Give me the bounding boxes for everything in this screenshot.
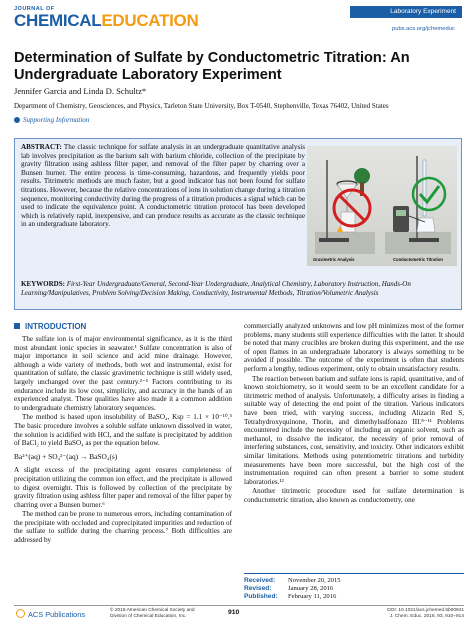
right-column bbox=[244, 322, 464, 505]
logo-chemical: CHEMICAL bbox=[14, 11, 102, 30]
affiliation: Department of Chemistry, Geosciences, and Physics, Tarleton State University, Box T-0540, Stephenville, Texas 76402, United States bbox=[14, 102, 389, 110]
logo-wordmark bbox=[14, 11, 198, 31]
copyright-line: Division of Chemical Education, Inc. bbox=[110, 613, 187, 619]
intro-paragraph: The sulfate ion is of major environmental significance, as it is the third most abundant ionic species in seawater.¹ Sulfate concentration is also of major importance in soil science and acid mine drainage. However, although a wide variety of methods, both wet and instrumental, exist for quantitation of sulfate, the classic gravimetric technique is still widely used, largely unchanged over the past century.²⁻⁵ Factors contributing to its endurance include its low cost, simplicity, and accuracy in the hands of an experienced analyst. These qualities have also made it a common addition to undergraduate chemistry laboratory sequences. bbox=[14, 335, 232, 412]
journal-logo bbox=[14, 6, 199, 40]
section-square-icon bbox=[14, 323, 20, 329]
footer-divider bbox=[14, 605, 464, 606]
intro-paragraph: The method can be prone to numerous errors, including contamination of the precipitate with occluded and coprecipitated impurities and reduction of the sulfate to sulfide during the charring process.⁷ Both difficulties are addressed by bbox=[14, 510, 232, 545]
citation-line: J. Chem. Educ. 2016, 93, 910−914 bbox=[389, 613, 464, 619]
history-date: January 28, 2016 bbox=[288, 585, 334, 593]
keywords bbox=[21, 280, 456, 297]
acs-logo-icon bbox=[16, 609, 25, 618]
supporting-info-link[interactable] bbox=[14, 116, 89, 124]
doi-citation[interactable] bbox=[368, 608, 464, 619]
history-revised bbox=[244, 585, 464, 593]
graphic-label-conductometric: Conductometric Titration bbox=[393, 257, 443, 262]
introduction-heading-label: INTRODUCTION bbox=[25, 322, 87, 331]
history-received bbox=[244, 577, 464, 585]
history-label: Revised: bbox=[244, 585, 272, 593]
abstract bbox=[21, 143, 305, 229]
history-published bbox=[244, 593, 464, 601]
history-label: Received: bbox=[244, 577, 276, 584]
doi-line: DOI: 10.1021/acs.jchemed.5b00941 bbox=[387, 608, 464, 613]
article-type-tag: Laboratory Experiment bbox=[350, 6, 462, 18]
abstract-graphic bbox=[307, 146, 457, 266]
journal-url[interactable]: pubs.acs.org/jchemeduc bbox=[392, 26, 455, 32]
left-column bbox=[14, 335, 232, 546]
logo-education: EDUCATION bbox=[101, 11, 199, 30]
article-title: Determination of Sulfate by Conductometric Titration: An Undergraduate Laboratory Experiment bbox=[14, 50, 410, 83]
copyright-line: © 2016 American Chemical Society and bbox=[110, 608, 195, 613]
page-number: 910 bbox=[228, 609, 240, 616]
body-paragraph: commercially analyzed unknowns and low pH minimizes most of the former problems, many students still experience difficulties with the latter. It should be noted that many crucibles are broken during this experiment, and the use of open flames in an undergraduate laboratory is always something to be avoided if possible. The outcome of the experiment is often that students perform a lengthy, tedious experiment, only to obtain unsatisfactory results. bbox=[244, 322, 464, 373]
history-label: Published: bbox=[244, 593, 278, 601]
logo-journal-of: JOURNAL OF bbox=[14, 6, 55, 12]
keywords-list: First-Year Undergraduate/General, Second-Year Undergraduate, Analytical Chemistry, Laboratory Instruction, Hands-On Learning/Manipulatives, Problem Solving/Decision Making, Conductivity, Instrumental Methods, Titration/Volumetric Analysis bbox=[21, 280, 411, 297]
supporting-info-label: Supporting Information bbox=[23, 116, 90, 124]
intro-paragraph: The method is based upon insolubility of BaSO₄, Ksp = 1.1 × 10⁻¹⁰.⁵ The basic procedure involves a soluble sulfate unknown dissolved in water, the solution is acidified with HCl, and the sulfate is precipitated by addition of BaCl₂ to yield BaSO₄ as per the equation below. bbox=[14, 413, 232, 448]
history-date: February 11, 2016 bbox=[288, 593, 337, 601]
graphic-label-gravimetric: Gravimetric Analysis bbox=[313, 257, 355, 262]
history-date: November 20, 2015 bbox=[288, 577, 341, 584]
section-heading-introduction bbox=[14, 322, 86, 331]
body-paragraph: The reaction between barium and sulfate ions is rapid, quantitative, and of known stoichiometry, so it would seem to be an excellent candidate for a titrimetric method of analysis. Unfortunately, a difficulty arises in finding a suitable way of detecting the end point of the titration. Various indicators have been tried, with varying success, including Alizarin Red S, Tetrahydroxyquinone, Thorin, and dimethylsulfonazo III.⁸⁻¹¹ Problems encountered include the necessity of including an organic solvent, such as methanol, to dissolve the indicator, the necessity of prior removal of interfering substances, cost, sensitivity, and toxicity. Other indicators exhibit similar limitations. Methods using potentiometric titrations and turbidity measurements have been more successful, but the high cost of the instrumentation required can often present a barrier to some student laboratories.¹² bbox=[244, 374, 464, 486]
intro-paragraph: A slight excess of the precipitating agent ensures completeness of precipitation utilizing the common ion effect, and the precipitate is allowed to digest overnight. This is followed by collection of the precipitate by gravity filtration using ashless filter paper and removal of the filter paper by charring over a Bunsen burner.⁶ bbox=[14, 466, 232, 509]
reaction-equation: Ba²⁺(aq) + SO₄²⁻(aq) → BaSO₄(s) bbox=[14, 451, 118, 461]
abstract-label: ABSTRACT: bbox=[21, 143, 62, 151]
acs-publications-logo bbox=[16, 609, 85, 619]
copyright bbox=[110, 608, 240, 619]
supporting-info-icon bbox=[14, 117, 20, 123]
publication-history bbox=[244, 573, 464, 602]
acs-logo-text: ACS Publications bbox=[28, 610, 86, 619]
keywords-label: KEYWORDS: bbox=[21, 280, 65, 288]
abstract-body: The classic technique for sulfate analysis in an undergraduate quantitative analysis lab involves precipitation as the barium salt with barium chloride, collection of the precipitate by gravity filtration using ashless filter paper, and removal of the filter paper by charring over a Bunsen burner. The entire process is time-consuming, hazardous, and frequently yields poor results. Titrimetric methods are much faster, but a good indicator has not been found for sulfate titrations. However, because the relative concentrations of ions in solution change during a titration sequence, monitoring conductivity during the progress of a titration produces a signal which can be used to indicate the equivalence point. A conductometric titration protocol has been developed which is relatively rapid, inexpensive, and can produce results as accurate as the classic technique in an undergraduate laboratory. bbox=[21, 143, 306, 229]
body-paragraph: Another titrimetric procedure used for sulfate determination is conductometric titration, also known as conductometry, one bbox=[244, 487, 464, 504]
authors: Jennifer Garcia and Linda D. Schultz* bbox=[14, 86, 147, 96]
